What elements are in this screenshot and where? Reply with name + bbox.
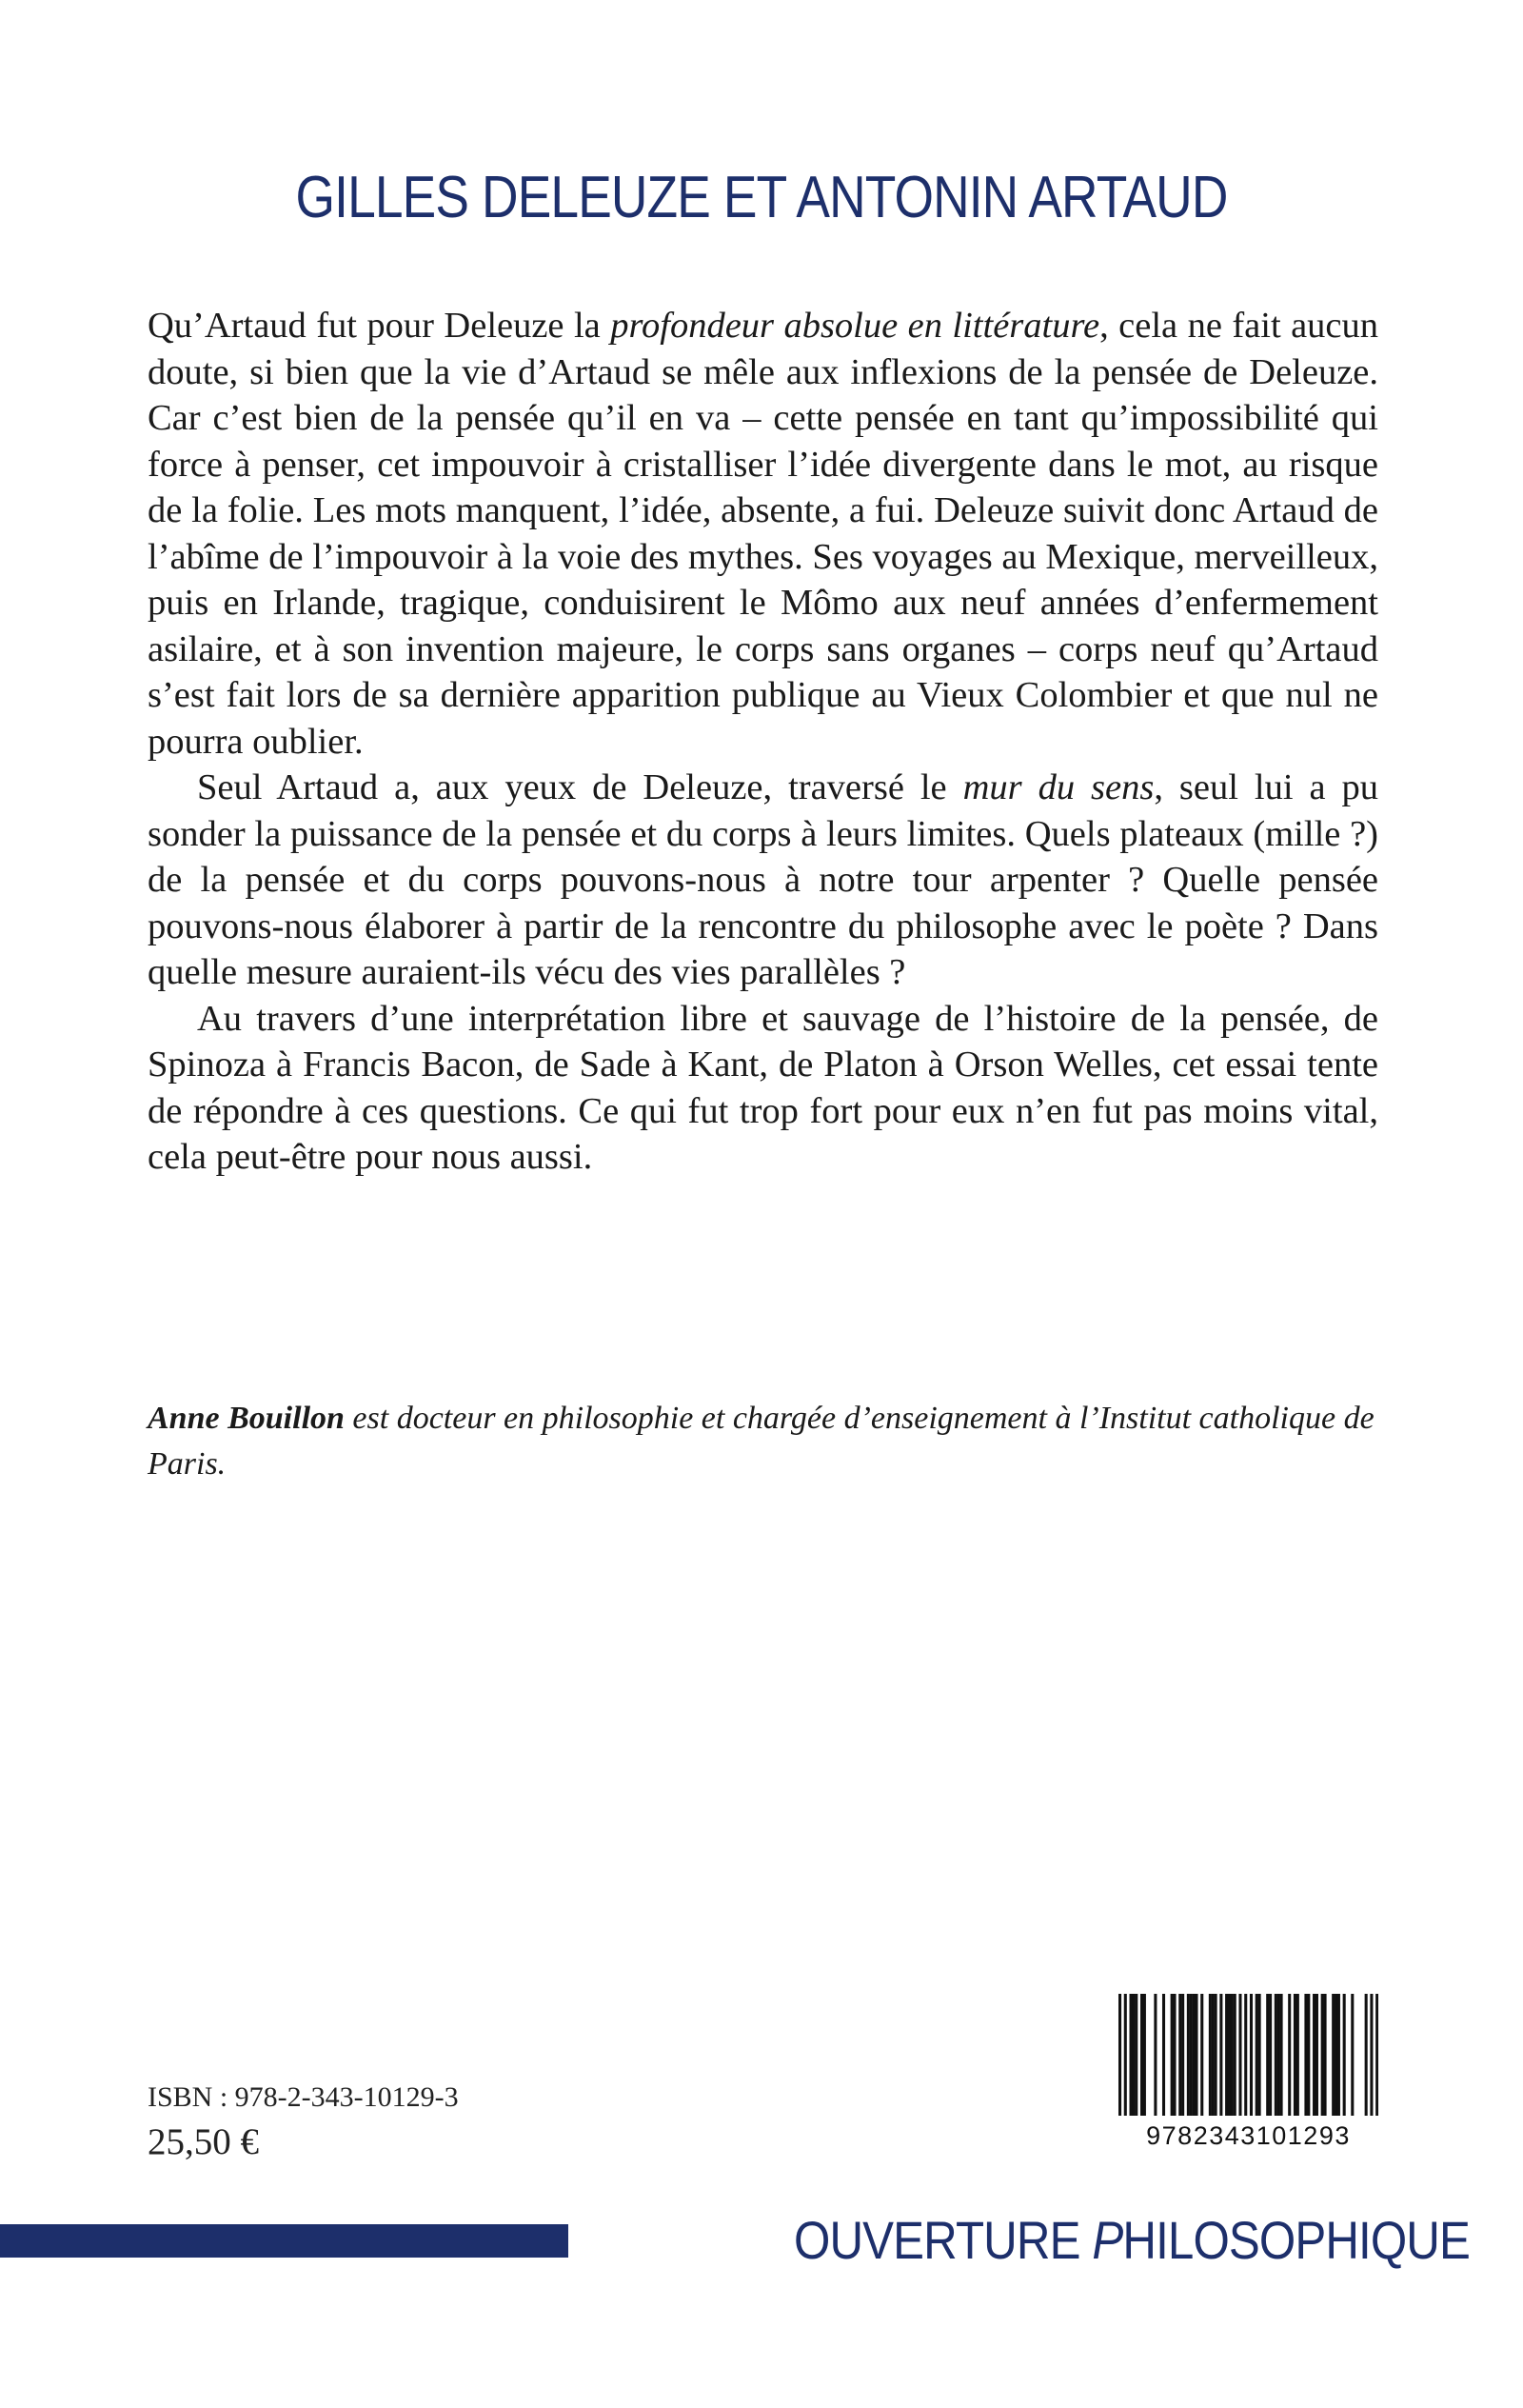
barcode-bar xyxy=(1140,1994,1143,2116)
barcode-bar xyxy=(1200,1994,1203,2116)
barcode-bar xyxy=(1313,1994,1315,2116)
barcode-bar xyxy=(1135,1994,1137,2116)
book-title: GILLES DELEUZE ET ANTONIN ARTAUD xyxy=(295,165,1228,230)
barcode-bar xyxy=(1231,1994,1234,2116)
barcode-bar xyxy=(1375,1994,1378,2116)
author-bio xyxy=(148,1396,1378,1487)
barcode-bar xyxy=(1337,1994,1340,2116)
barcode-bar xyxy=(1154,1994,1157,2116)
barcode-bar xyxy=(1266,1994,1269,2116)
blurb-emphasis: mur du sens xyxy=(962,767,1155,807)
blurb-text: , cela ne fait aucun doute, si bien que la vie d’Artaud se mêle aux inflexions de la pensée de Deleuze. Car c’est bien de la pensée qu’il en va – cette pensée en tant qu’impossibilité qui force à penser, cet impouvoir à cristalliser l’idée divergente dans le mot, au risque de la folie. Les mots manquent, l’idée, absente, a fui. Deleuze suivit donc Artaud de l’abîme de l’impouvoir à la voie des mythes. Ses voyages au Mexique, merveilleux, puis en Irlande, tragique, conduisirent le Mômo aux neuf années d’enfermement asilaire, et à son invention majeure, le corps sans organes – corps neuf qu’Artaud s’est fait lors de sa dernière apparition publique au Vieux Colombier et que nul ne pourra oublier. xyxy=(148,306,1379,762)
barcode-bar xyxy=(1343,1994,1346,2116)
barcode-bar xyxy=(1275,1994,1277,2116)
barcode-bar xyxy=(1118,1994,1121,2116)
barcode-bar xyxy=(1212,1994,1215,2116)
price-label: 25,50 € xyxy=(148,2121,259,2162)
author-name: Anne Bouillon xyxy=(148,1401,345,1436)
barcode-bar xyxy=(1294,1994,1296,2116)
barcode-bar xyxy=(1238,1994,1241,2116)
barcode-bar xyxy=(1296,1994,1299,2116)
barcode-bar xyxy=(1332,1994,1335,2116)
barcode-bar xyxy=(1209,1994,1212,2116)
barcode-bar xyxy=(1258,1994,1261,2116)
barcode-bar xyxy=(1370,1994,1373,2116)
barcode-bar xyxy=(1335,1994,1337,2116)
barcode-bar xyxy=(1124,1994,1127,2116)
barcode-bar xyxy=(1129,1994,1132,2116)
barcode-bar xyxy=(1234,1994,1236,2116)
collection-part-italic: P xyxy=(1092,2210,1123,2270)
barcode-bar xyxy=(1181,1994,1184,2116)
barcode-bar xyxy=(1219,1994,1222,2116)
barcode-bar xyxy=(1321,1994,1324,2116)
blurb-text: Qu’Artaud fut pour Deleuze la xyxy=(148,306,611,346)
barcode-bar xyxy=(1244,1994,1247,2116)
barcode-bar xyxy=(1171,1994,1174,2116)
barcode-bars xyxy=(1118,1994,1378,2116)
blurb-emphasis: profondeur absolue en littérature xyxy=(610,306,1100,346)
blurb-text: , seul lui a pu sonder la puissance de la pensée et du corps à leurs limites. Quels plateaux (mille ?) de la pensée et du corps pouvons-nous à notre tour arpenter ? Quelle pensée pouvons-nous élaborer à partir de la rencontre du philosophe avec le poète ? Dans quelle mesure auraient-ils vécu des vies parallèles ? xyxy=(148,767,1379,992)
barcode-bar xyxy=(1250,1994,1253,2116)
barcode-bar xyxy=(1190,1994,1193,2116)
barcode-bar xyxy=(1228,1994,1231,2116)
barcode-bar xyxy=(1304,1994,1307,2116)
collection-name xyxy=(794,2209,1470,2271)
isbn-label: ISBN : 978-2-343-10129-3 xyxy=(148,2081,459,2113)
barcode-bar xyxy=(1187,1994,1190,2116)
blurb-paragraph-1 xyxy=(148,303,1378,765)
blurb-paragraph-2 xyxy=(148,765,1378,996)
barcode-bar xyxy=(1178,1994,1181,2116)
barcode-bar xyxy=(1162,1994,1165,2116)
decorative-stripe xyxy=(0,2224,568,2258)
blurb-text: Seul Artaud a, aux yeux de Deleuze, traversé le xyxy=(197,767,963,807)
barcode-bar xyxy=(1280,1994,1283,2116)
barcode-bar xyxy=(1143,1994,1146,2116)
barcode-bar xyxy=(1365,1994,1368,2116)
barcode-bar xyxy=(1256,1994,1258,2116)
barcode-bar xyxy=(1269,1994,1272,2116)
barcode-bar xyxy=(1225,1994,1228,2116)
author-bio-text: est docteur en philosophie et chargée d’enseignement à l’Institut catholique de Paris. xyxy=(148,1401,1375,1482)
collection-part: HILOSOPHIQUE xyxy=(1122,2210,1471,2270)
barcode-bar xyxy=(1195,1994,1197,2116)
barcode-bar xyxy=(1277,1994,1280,2116)
barcode-bar xyxy=(1307,1994,1310,2116)
barcode-digits: 9782343101293 xyxy=(1146,2121,1351,2150)
barcode-bar xyxy=(1173,1994,1176,2116)
barcode-bar xyxy=(1324,1994,1327,2116)
barcode-bar xyxy=(1288,1994,1291,2116)
back-cover-blurb xyxy=(148,303,1378,1181)
barcode-bar xyxy=(1193,1994,1196,2116)
barcode-bar xyxy=(1351,1994,1354,2116)
blurb-paragraph-3: Au travers d’une interprétation libre et sauvage de l’histoire de la pensée, de Spinoza à Francis Bacon, de Sade à Kant, de Platon à Orson Welles, cet essai tente de répondre à ces questions. Ce qui fut trop fort pour eux n’en fut pas moins vital, cela peut-être pour nous aussi. xyxy=(148,998,1378,1177)
barcode-bar xyxy=(1315,1994,1318,2116)
barcode-bar xyxy=(1132,1994,1135,2116)
collection-part: OUVERTURE xyxy=(794,2210,1093,2270)
barcode-bar xyxy=(1215,1994,1217,2116)
